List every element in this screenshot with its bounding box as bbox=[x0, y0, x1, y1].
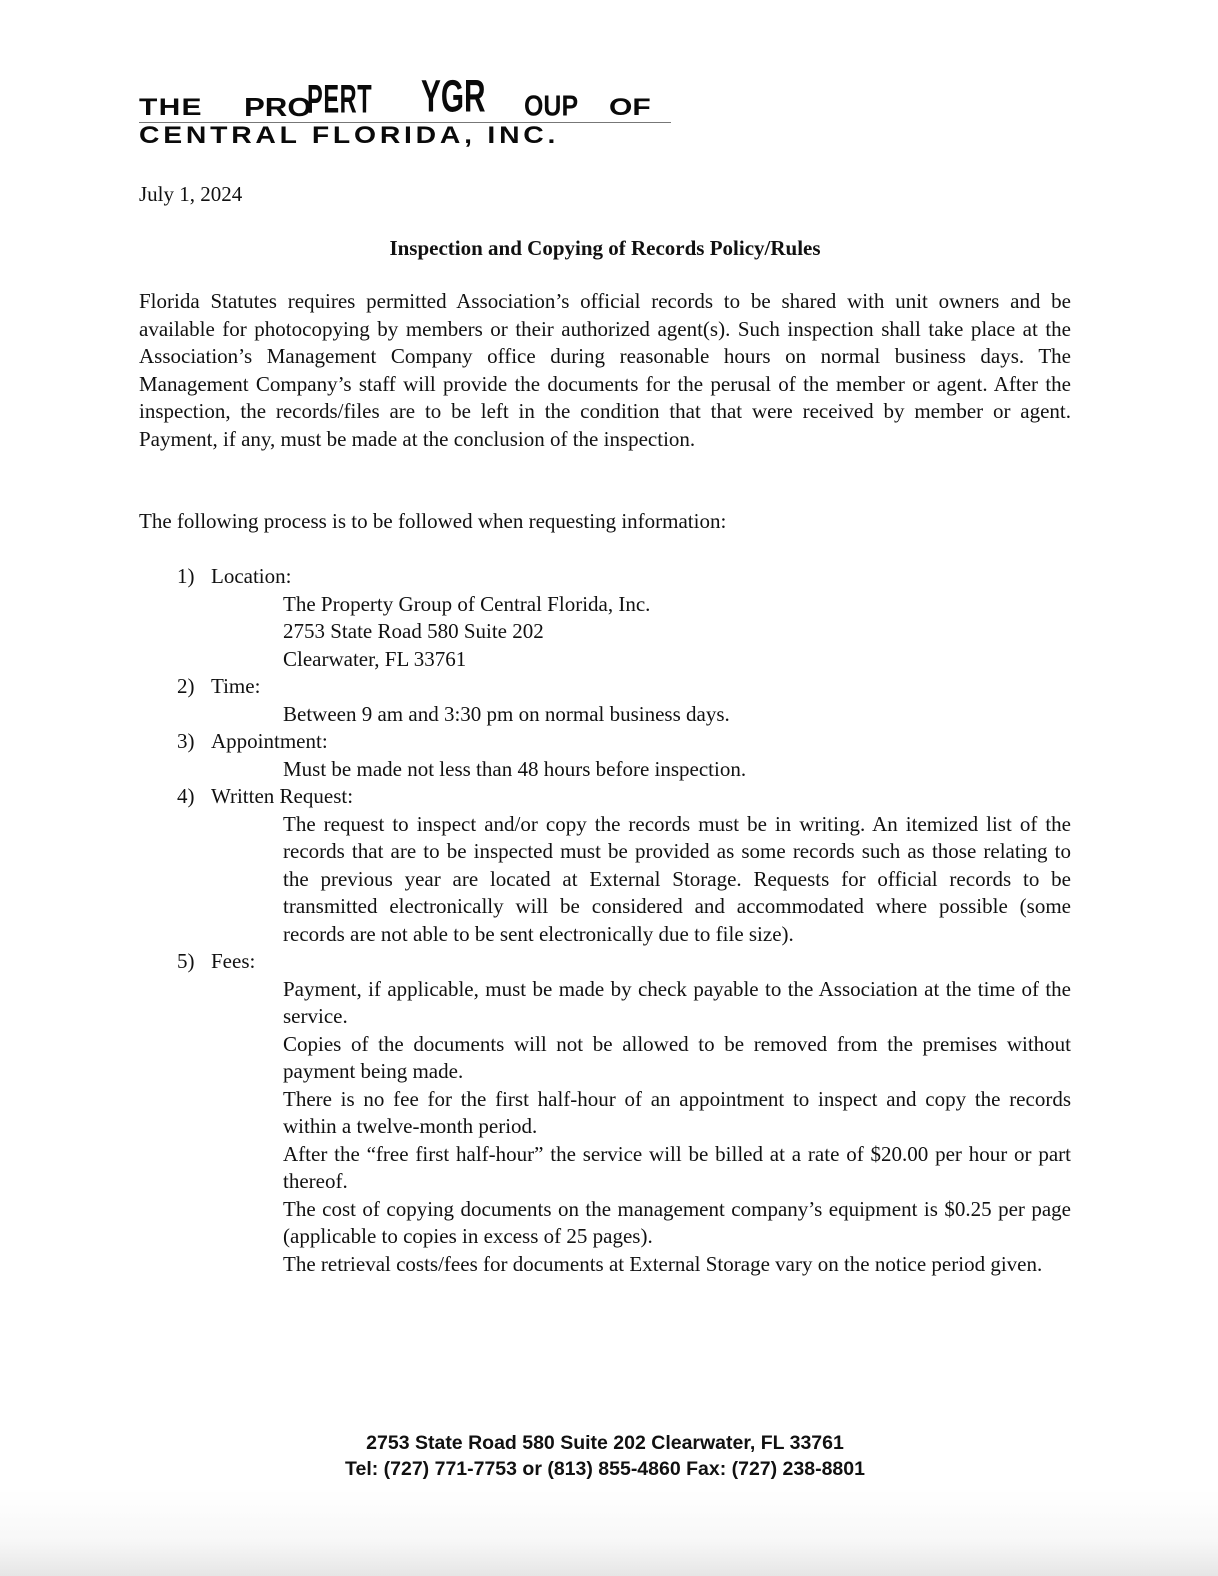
list-item-written-request bbox=[0, 783, 1218, 948]
list-number: 1) bbox=[177, 564, 195, 588]
list-label: Written Request: bbox=[211, 784, 354, 808]
address-company: The Property Group of Central Florida, Inc. bbox=[283, 591, 651, 616]
logo-word-pro: PRO bbox=[244, 92, 312, 122]
letterhead-footer bbox=[0, 1430, 1210, 1482]
list-label: Appointment: bbox=[211, 729, 328, 753]
logo-word-of: OF bbox=[609, 94, 651, 121]
list-number: 2) bbox=[177, 674, 195, 698]
time-text: Between 9 am and 3:30 pm on normal business days. bbox=[283, 701, 730, 726]
list-number: 3) bbox=[177, 729, 195, 753]
address-street: 2753 State Road 580 Suite 202 bbox=[283, 619, 544, 643]
list-number: 4) bbox=[177, 784, 195, 808]
list-label: Time: bbox=[211, 674, 261, 698]
fee-rule-payment: Payment, if applicable, must be made by check payable to the Association at the time of the service. bbox=[283, 976, 1071, 1028]
page-bottom-shadow bbox=[0, 1490, 1218, 1576]
address-city: Clearwater, FL 33761 bbox=[283, 646, 467, 671]
list-label: Location: bbox=[211, 564, 292, 588]
list-item-time bbox=[0, 673, 1218, 728]
logo-word-oup: OUP bbox=[524, 89, 579, 122]
document-title bbox=[0, 236, 1210, 261]
footer-contact: Tel: (727) 771-7753 or (813) 855-4860 Fax: (727) 238-8801 bbox=[345, 1458, 865, 1480]
logo-word-perty: PERT bbox=[307, 78, 373, 123]
letter-date: July 1, 2024 bbox=[139, 182, 243, 206]
process-list bbox=[0, 563, 1218, 1278]
logo-line-2: CENTRAL FLORIDA, INC. bbox=[139, 122, 560, 149]
fee-rule-free-half-hour: There is no fee for the first half-hour of an appointment to inspect and copy the records within a twelve-month period. bbox=[283, 1086, 1071, 1138]
list-item-appointment bbox=[0, 728, 1218, 783]
document-title-text: Inspection and Copying of Records Policy/Rules bbox=[389, 236, 821, 260]
footer-address: 2753 State Road 580 Suite 202 Clearwater, FL 33761 bbox=[366, 1432, 844, 1454]
fee-rule-copies-removal: Copies of the documents will not be allowed to be removed from the premises without payment being made. bbox=[283, 1031, 1071, 1083]
fee-rule-copy-cost: The cost of copying documents on the management company’s equipment is $0.25 per page (applicable to copies in excess of 25 pages). bbox=[283, 1196, 1071, 1248]
written-request-text: The request to inspect and/or copy the records must be in writing. An itemized list of the records that are to be inspected must be provided as some records such as those relating to the previous year are located at External Storage. Requests for official records to be transmitted electronically will be considered and accommodated where possible (some records are not able to be sent electronically due to file size). bbox=[283, 811, 1071, 946]
list-item-location bbox=[0, 563, 1218, 673]
list-number: 5) bbox=[177, 949, 195, 973]
logo-line-1 bbox=[139, 71, 675, 123]
process-intro: The following process is to be followed when requesting information: bbox=[139, 509, 727, 533]
company-logo bbox=[139, 71, 675, 149]
logo-word-the: THE bbox=[139, 94, 203, 121]
fee-rule-hourly-rate: After the “free first half-hour” the service will be billed at a rate of $20.00 per hour or part thereof. bbox=[283, 1141, 1071, 1193]
fee-rule-retrieval: The retrieval costs/fees for documents at External Storage vary on the notice period given. bbox=[283, 1251, 1043, 1276]
list-label: Fees: bbox=[211, 949, 256, 973]
list-item-fees bbox=[0, 948, 1218, 1278]
intro-paragraph: Florida Statutes requires permitted Association’s official records to be shared with unit owners and be available for photocopying by members or their authorized agent(s). Such inspection shall take place at the Association’s Management Company office during reasonable hours on normal business days. The Management Company’s staff will provide the documents for the perusal of the member or agent. After the inspection, the records/files are to be left in the condition that that were received by member or agent. Payment, if any, must be made at the conclusion of the inspection. bbox=[139, 289, 1071, 451]
logo-word-ygr: YGR bbox=[421, 71, 486, 122]
appointment-text: Must be made not less than 48 hours before inspection. bbox=[283, 756, 747, 781]
